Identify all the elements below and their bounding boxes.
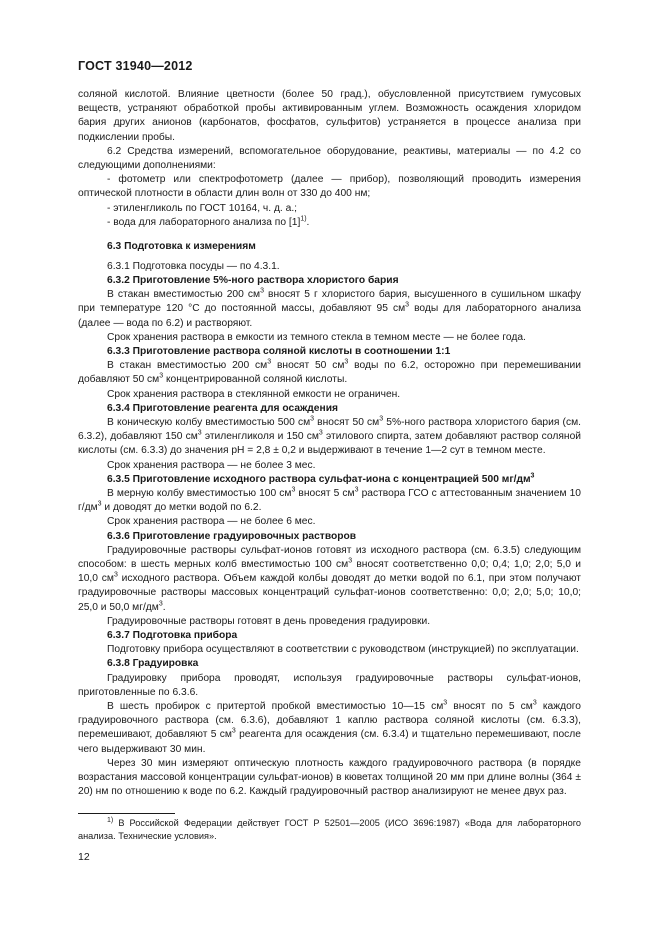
document-body	[78, 88, 581, 799]
paragraph-6-3-5: В мерную колбу вместимостью 100 $см^3$ вносят 5 $см^3$ раствора ГСО с аттестованным значением 10 $г/дм^3$ и доводят до метки водой по 6.2.	[78, 486, 581, 514]
paragraph-6-3-8-b: В шесть пробирок с притертой пробкой вместимостью 10—15 $см^3$ вносят по 5 $см^3$ каждого градуировочного раствора (см. 6.3.6), добавляют 1 каплю раствора соляной кислоты (см. 6.3.3), перемешивают, добавляют 5 $см^3$ реагента для осаждения (см. 6.3.4) и тщательно перемешивают, после чего выдерживают 30 мин.	[78, 699, 581, 755]
paragraph-6-3-1: 6.3.1 Подготовка посуды — по 4.3.1.	[107, 260, 280, 272]
paragraph-6-3-6-note: Градуировочные растворы готовят в день проведения градуировки.	[107, 615, 431, 627]
footnote	[78, 817, 581, 843]
paragraph-6-3-8-a: Градуировку прибора проводят, используя градуировочные растворы сульфат-ионов, приготовленные по 6.3.6.	[78, 672, 581, 698]
heading-6-3-8: 6.3.8 Градуировка	[107, 658, 199, 670]
paragraph-6-3-4: В коническую колбу вместимостью 500 $см^3$ вносят 50 $см^3$ 5%-ного раствора хлористого бария (см. 6.3.2), добавляют 150 $см^3$ этиленгликоля и 150 $см^3$ этилового спирта, затем добавляют раствор соляной кислоты (см. 6.3.3) до значения рН = 2,8 ± 0,2 и выдерживают в течение 1—2 сут в темном месте.	[78, 415, 581, 457]
heading-6-3: 6.3 Подготовка к измерениям	[107, 240, 256, 252]
footnote-ref: 1)	[300, 215, 307, 223]
paragraph-6-3-3-storage: Срок хранения раствора в стеклянной емкости не ограничен.	[107, 388, 401, 400]
paragraph-6-3-3: В стакан вместимостью 200 $см^3$ вносят 50 $см^3$ воды по 6.2, осторожно при перемешивании добавляют 50 $см^3$ концентрированной соляной кислоты.	[78, 358, 581, 386]
paragraph-6-3-7: Подготовку прибора осуществляют в соответствии с руководством (инструкцией) по эксплуатации.	[107, 644, 579, 656]
list-item-photometer: - фотометр или спектрофотометр (далее — прибор), позволяющий проводить измерения оптической плотности в области длин волн от 330 до 400 нм;	[78, 174, 581, 200]
list-item-ethylene-glycol: - этиленгликоль по ГОСТ 10164, ч. д. а.;	[107, 202, 298, 214]
heading-6-3-5: 6.3.5 Приготовление исходного раствора сульфат-иона с концентрацией 500 $мг/дм^3$	[107, 472, 535, 485]
heading-6-3-4: 6.3.4 Приготовление реагента для осаждения	[107, 402, 338, 414]
footnote-number: 1)	[107, 816, 114, 824]
document-header: ГОСТ 31940—2012	[78, 59, 193, 73]
paragraph-6-3-2-storage: Срок хранения раствора в емкости из темного стекла в темном месте — не более года.	[107, 331, 526, 343]
paragraph-intro: соляной кислотой. Влияние цветности (более 50 град.), обусловленной присутствием гумусовых веществ, устраняют обработкой пробы активированным углем. Возможность осаждения хлоридом бария других анионов (карбонатов, фосфатов, сульфитов) устраняется в процессе анализа при подкислении пробы.	[78, 89, 581, 143]
paragraph-6-3-4-storage: Срок хранения раствора — не более 3 мес.	[107, 459, 316, 471]
footnote-text: В Российской Федерации действует ГОСТ Р 52501—2005 (ИСО 3696:1987) «Вода для лабораторного анализа. Технические условия».	[78, 818, 581, 842]
heading-6-3-6: 6.3.6 Приготовление градуировочных растворов	[107, 530, 357, 542]
paragraph-6-2: 6.2 Средства измерений, вспомогательное оборудование, реактивы, материалы — по 4.2 со следующими дополнениями:	[78, 145, 581, 172]
heading-6-3-7: 6.3.7 Подготовка прибора	[107, 630, 238, 642]
page-number: 12	[78, 851, 90, 863]
heading-6-3-2: 6.3.2 Приготовление 5%-ного раствора хлористого бария	[107, 274, 399, 286]
list-item-water: - вода для лабораторного анализа по $[1]^{1)}$.	[107, 215, 310, 228]
paragraph-6-3-6: Градуировочные растворы сульфат-ионов готовят из исходного раствора (см. 6.3.5) следующим способом: в шесть мерных колб вместимостью 100 $см^3$ вносят соответственно 0,0; 0,4; 1,0; 2,0; 5,0 и 10,0 $см^3$ исходного раствора. Объем каждой колбы доводят до метки водой по 6.1, при этом получают градуировочные растворы массовых концентраций сульфат-ионов соответственно: 0,0; 2,0; 5,0; 10,0; 25,0 и 50,0 $мг/дм^3$.	[78, 544, 581, 613]
paragraph-6-3-2: В стакан вместимостью 200 $см^3$ вносят 5 г хлористого бария, высушенного в сушильном шкафу при температуре 120 °С до постоянной массы, добавляют 95 $см^3$ воды для лабораторного анализа (далее — вода по 6.2) и растворяют.	[78, 287, 581, 329]
paragraph-6-3-8-c: Через 30 мин измеряют оптическую плотность каждого градуировочного раствора (в порядке возрастания массовой концентрации сульфат-ионов) в кюветах толщиной 20 мм при длине волны (364 ± 20) нм по отношению к воде по 6.2. Каждый градуировочный раствор анализируют не менее двух раз.	[78, 757, 581, 798]
paragraph-6-3-5-storage: Срок хранения раствора — не более 6 мес.	[107, 516, 316, 528]
footnote-divider	[78, 813, 175, 814]
heading-6-3-3: 6.3.3 Приготовление раствора соляной кислоты в соотношении 1:1	[107, 345, 451, 357]
